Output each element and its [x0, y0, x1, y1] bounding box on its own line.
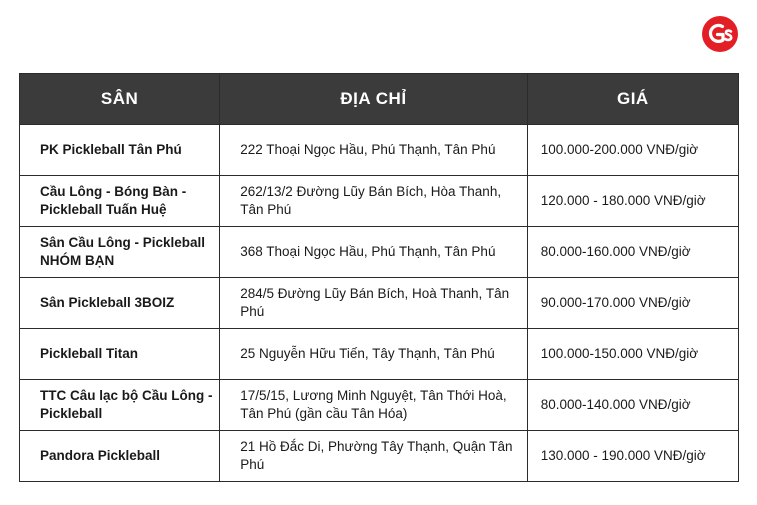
court-name: Sân Cầu Lông - Pickleball NHÓM BẠN: [20, 227, 220, 278]
column-header-name: SÂN: [20, 74, 220, 125]
table-row: [20, 176, 739, 227]
court-price: 120.000 - 180.000 VNĐ/giờ: [527, 176, 738, 227]
court-address: 262/13/2 Đường Lũy Bán Bích, Hòa Thanh, Tân Phú: [220, 176, 527, 227]
court-name: Sân Pickleball 3BOIZ: [20, 278, 220, 329]
court-price: 130.000 - 190.000 VNĐ/giờ: [527, 431, 738, 482]
pickleball-courts-table: [19, 73, 739, 482]
court-address: 21 Hồ Đắc Di, Phường Tây Thạnh, Quận Tân Phú: [220, 431, 527, 482]
table-row: [20, 380, 739, 431]
table-row: [20, 431, 739, 482]
table-row: [20, 329, 739, 380]
court-price: 80.000-160.000 VNĐ/giờ: [527, 227, 738, 278]
court-price: 100.000-150.000 VNĐ/giờ: [527, 329, 738, 380]
court-price: 80.000-140.000 VNĐ/giờ: [527, 380, 738, 431]
court-name: Pickleball Titan: [20, 329, 220, 380]
court-name: TTC Câu lạc bộ Cầu Lông - Pickleball: [20, 380, 220, 431]
court-address: 368 Thoại Ngọc Hầu, Phú Thạnh, Tân Phú: [220, 227, 527, 278]
gs-brand-logo-icon: [702, 16, 738, 52]
table-row: [20, 278, 739, 329]
court-name: Cầu Lông - Bóng Bàn - Pickleball Tuấn Huệ: [20, 176, 220, 227]
court-address: 17/5/15, Lương Minh Nguyệt, Tân Thới Hoà, Tân Phú (gần cầu Tân Hóa): [220, 380, 527, 431]
column-header-address: ĐỊA CHỈ: [220, 74, 527, 125]
court-name: Pandora Pickleball: [20, 431, 220, 482]
table-row: [20, 125, 739, 176]
column-header-price: GIÁ: [527, 74, 738, 125]
table-row: [20, 227, 739, 278]
court-address: 25 Nguyễn Hữu Tiến, Tây Thạnh, Tân Phú: [220, 329, 527, 380]
court-price: 100.000-200.000 VNĐ/giờ: [527, 125, 738, 176]
court-name: PK Pickleball Tân Phú: [20, 125, 220, 176]
court-address: 284/5 Đường Lũy Bán Bích, Hoà Thanh, Tân Phú: [220, 278, 527, 329]
court-price: 90.000-170.000 VNĐ/giờ: [527, 278, 738, 329]
table-header-row: [20, 74, 739, 125]
court-address: 222 Thoại Ngọc Hầu, Phú Thạnh, Tân Phú: [220, 125, 527, 176]
